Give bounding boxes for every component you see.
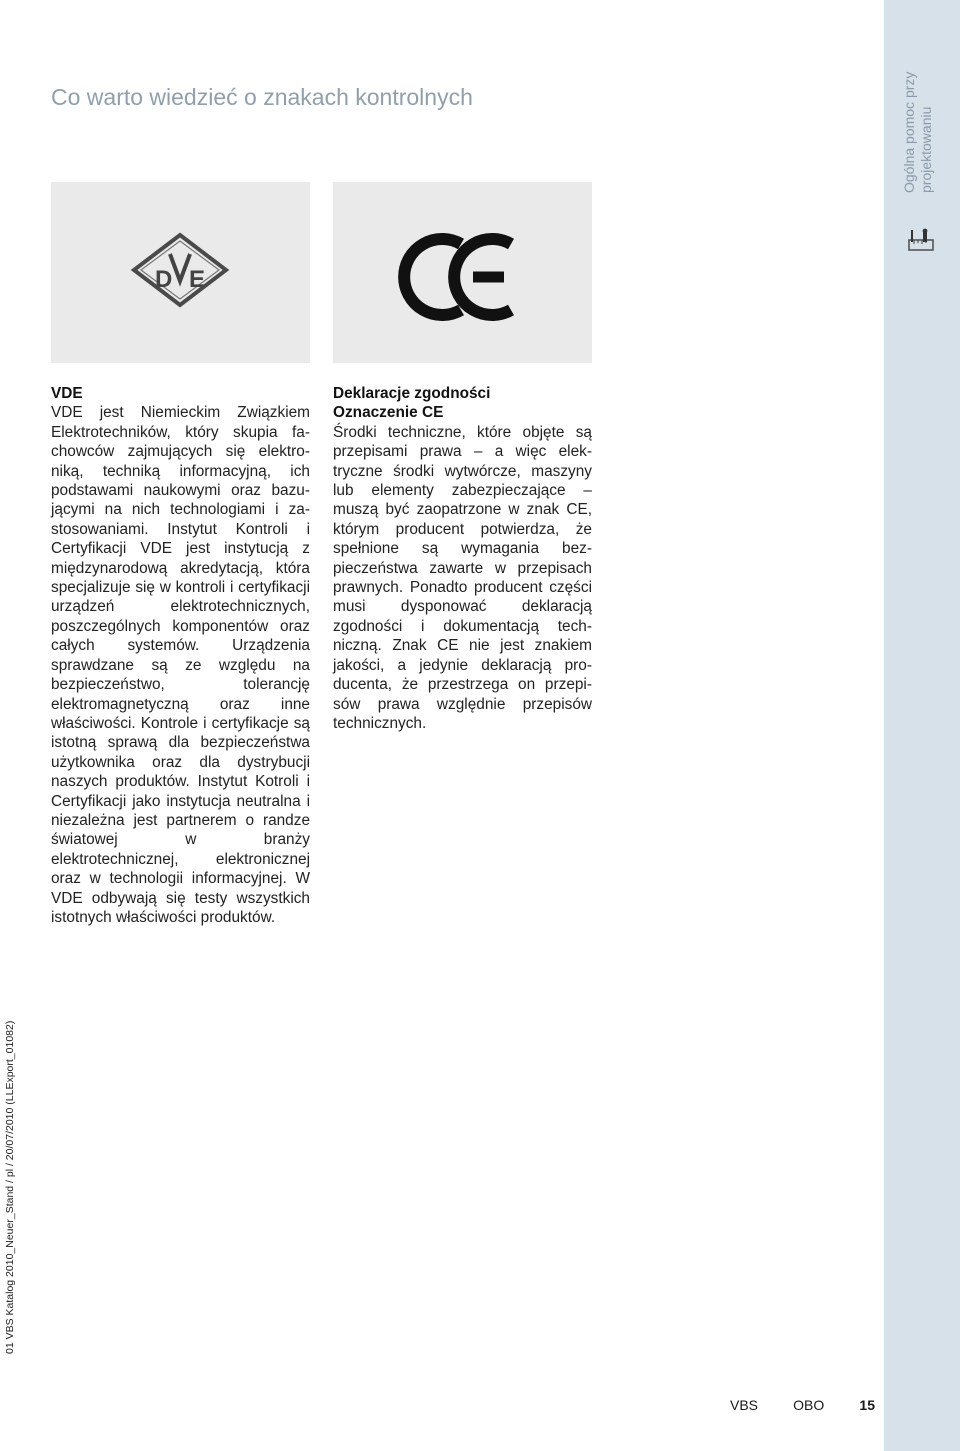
page-number: 15 — [859, 1397, 875, 1413]
vde-body-text: VDE jest Niemieckim Związkiem Elektrotechników, który skupia fachowców zajmujących się elektroniką, techniką informacyjną, ich podstawami naukowymi oraz bazującymi na nich technologiami i zastosowaniami. Instytut Kontroli i Certyfikacji VDE jest instytucją z międzynarodową akredytacją, która specjalizuje się w kontroli i certyfikacji urządzeń elektrotechnicznych, poszczególnych komponentów oraz całych systemów. Urządzenia sprawdzane są ze względu na bezpieczeństwo, tolerancję elektromagnetyczną oraz inne właściwości. Kontrole i certyfikacje są istotną sprawą dla bezpieczeństwa użytkownika oraz dla dystrybucji naszych produktów. Instytut Kotroli i Certyfikacji jako instytucja neutralna i niezależna jest partnerem o randze światowej w branży elektrotechnicznej, elektronicznej oraz w technologii informacyjnej. W VDE odbywają się testy wszystkich istotnych właściwości produktów. — [51, 404, 310, 926]
catalog-reference: 01 VBS Katalog 2010_Neuer_Stand / pl / 20/07/2010 (LLExport_01082) — [4, 1020, 16, 1354]
vde-column — [51, 384, 310, 927]
vde-logo-box — [51, 182, 310, 363]
declaration-heading: Deklaracje zgodności — [333, 385, 491, 402]
page-footer — [730, 1397, 875, 1413]
ce-heading: Oznaczenie CE — [333, 404, 444, 422]
section-title-line1: Ogólna pomoc przy — [901, 71, 917, 193]
svg-text:D: D — [155, 266, 173, 293]
tools-ruler-icon — [908, 228, 934, 252]
side-strip — [884, 0, 960, 1451]
vde-mark-logo — [51, 182, 310, 363]
section-title-line2: projektowaniu — [918, 106, 934, 193]
ce-body-text: Środki techniczne, które objęte są przepisami prawa – a więc elektryczne środki wytwórcze, maszyny lub elementy zabezpieczające – muszą być zaopatrzone w znak CE, którym producent potwierdza, że spełnione są wymagania bezpieczeństwa zawarte w przepisach prawnych. Ponadto producent części musi dysponować deklaracją zgodności i dokumentacją techniczną. Znak CE nie jest znakiem jakości, a jedynie deklaracją producenta, że przestrzega on przepisów prawa względnie przepisów technicznych. — [333, 423, 592, 732]
footer-brand-vbs: VBS — [730, 1397, 759, 1413]
ce-column — [333, 384, 592, 733]
footer-brand-obo: OBO — [793, 1397, 825, 1413]
section-title-vertical — [901, 0, 935, 193]
svg-text:E: E — [189, 266, 206, 293]
vde-heading: VDE — [51, 385, 83, 402]
page-title: Co warto wiedzieć o znakach kontrolnych — [51, 84, 473, 110]
ce-mark-logo — [333, 182, 592, 363]
ce-logo-box — [333, 182, 592, 363]
